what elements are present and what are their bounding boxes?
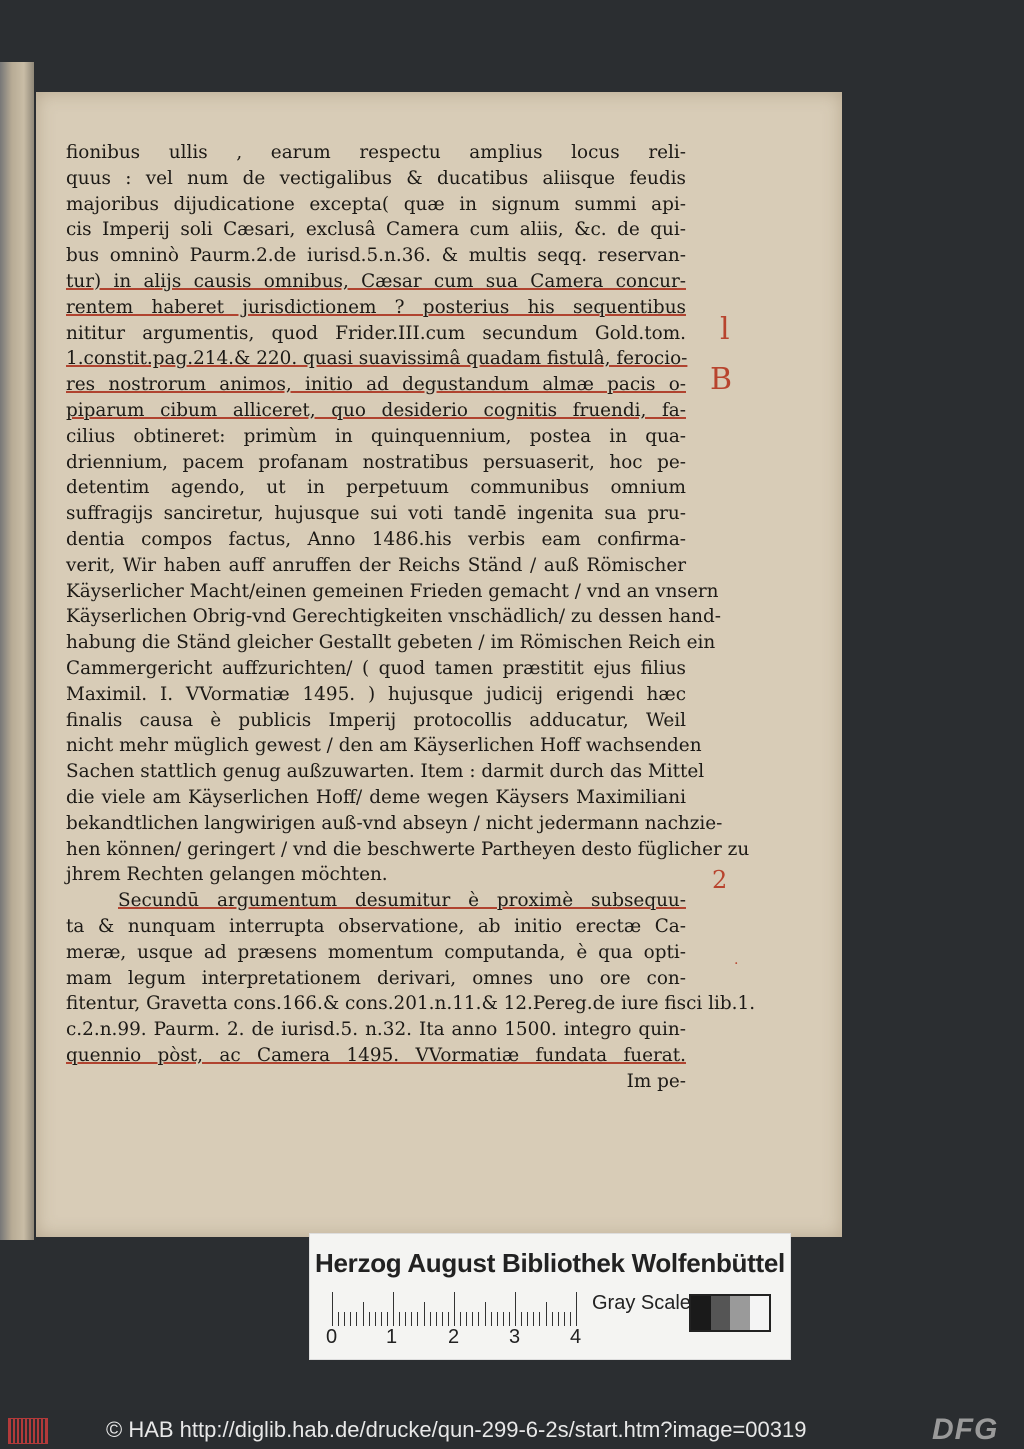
ruler-tick: [399, 1312, 400, 1326]
text-line: bus omninò Paurm.2.de iurisd.5.n.36. & multis seqq. reservan-: [66, 245, 686, 267]
ruler-tick: [478, 1312, 479, 1326]
text-line: bekandtlichen langwirigen auß-vnd abseyn / nicht jedermann nachzie-: [66, 812, 723, 834]
text-line: res nostrorum animos, initio ad degustandum almæ pacis o-: [66, 374, 686, 396]
footer-citation[interactable]: © HAB http://diglib.hab.de/drucke/qun-299-6-2s/start.htm?image=00319: [106, 1417, 807, 1442]
library-name: Herzog August Bibliothek Wolfenbüttel: [315, 1248, 785, 1278]
ruler-number: 2: [448, 1326, 460, 1348]
text-line: c.2.n.99. Paurm. 2. de iurisd.5. n.32. Ita anno 1500. integro quin-: [66, 1019, 686, 1041]
ruler-tick: [375, 1312, 376, 1326]
ruler-tick: [576, 1292, 577, 1326]
ruler-tick: [442, 1312, 443, 1326]
text-line: meræ, usque ad præsens momentum computanda, è qua opti-: [66, 941, 686, 963]
text-line: tur) in alijs causis omnibus, Cæsar cum sua Camera concur-: [66, 270, 686, 292]
ruler-tick: [521, 1312, 522, 1326]
text-line: Cammergericht auffzurichten/ ( quod tamen præstitit ejus filius: [66, 657, 686, 679]
ruler-number: 1: [386, 1326, 398, 1348]
ruler-number: 4: [570, 1326, 582, 1348]
text-line: finalis causa è publicis Imperij protocollis adducatur, Weil: [66, 709, 686, 731]
text-line: detentim agendo, ut in perpetuum communibus omnium: [66, 477, 686, 499]
swatch-black: [691, 1296, 711, 1330]
left-page-edge: [0, 62, 34, 1240]
swatch-white: [750, 1296, 770, 1330]
ruler-tick: [491, 1312, 492, 1326]
ruler-tick: [417, 1312, 418, 1326]
ruler-tick: [546, 1302, 547, 1326]
catchword: Im pe-: [626, 1070, 686, 1092]
ruler-tick: [472, 1312, 473, 1326]
text-line: Käyserlichen Obrig-vnd Gerechtigkeiten vnschädlich/ zu dessen hand-: [66, 606, 721, 628]
text-line: Secundū argumentum desumitur è proximè subsequu-: [118, 890, 686, 912]
ruler-tick: [485, 1302, 486, 1326]
ruler-tick: [338, 1312, 339, 1326]
ruler-tick: [564, 1312, 565, 1326]
ruler-tick: [515, 1292, 516, 1326]
margin-annotation: .: [734, 952, 739, 968]
ruler-tick: [466, 1312, 467, 1326]
ruler-tick: [381, 1312, 382, 1326]
text-line: verit, Wir haben auff anruffen der Reichs Ständ / auß Römischer: [66, 554, 686, 576]
text-line: nicht mehr müglich gewest / den am Käyserlichen Hoff wachsenden: [66, 735, 702, 757]
text-line: driennium, pacem profanam nostratibus persuaserit, hoc pe-: [66, 451, 686, 473]
text-line: dentia compos factus, Anno 1486.his verbis eam confirma-: [66, 528, 686, 550]
dfg-logo: DFG: [932, 1413, 999, 1446]
text-line: suffragijs sanciretur, hujusque sui voti tandē ingenita sua pru-: [66, 503, 686, 525]
ruler-tick: [503, 1312, 504, 1326]
ruler-tick: [363, 1302, 364, 1326]
ruler-tick: [387, 1312, 388, 1326]
ruler-tick: [558, 1312, 559, 1326]
ruler-tick: [497, 1312, 498, 1326]
text-line: jhrem Rechten gelangen möchten.: [66, 864, 388, 886]
ruler-tick: [405, 1312, 406, 1326]
margin-annotation: B: [710, 362, 733, 397]
swatch-light-gray: [730, 1296, 750, 1330]
grayscale-label: Gray Scale: [592, 1292, 691, 1314]
text-line: fionibus ullis , earum respectu amplius locus reli-: [66, 142, 686, 163]
text-line: ta & nunquam interrupta observatione, ab initio erectæ Ca-: [66, 915, 686, 937]
text-line: Sachen stattlich genug außzuwarten. Item : darmit durch das Mittel: [66, 761, 705, 783]
ruler-tick: [411, 1312, 412, 1326]
ruler-scale: [332, 1288, 580, 1326]
page-text: [66, 140, 756, 1094]
text-line: quus : vel num de vectigalibus & ducatibus aliisque feudis: [66, 167, 686, 189]
barcode-icon: [8, 1418, 48, 1444]
text-line: nititur argumentis, quod Frider.III.cum secundum Gold.tom.: [66, 322, 686, 344]
text-line: die viele am Käyserlichen Hoff/ deme wegen Käysers Maximiliani: [66, 786, 686, 808]
ruler-tick: [527, 1312, 528, 1326]
ruler-tick: [539, 1312, 540, 1326]
ruler-tick: [454, 1292, 455, 1326]
ruler-tick: [552, 1312, 553, 1326]
margin-annotation: 2: [712, 866, 728, 894]
text-line: mam legum interpretationem derivari, omnes uno ore con-: [66, 967, 686, 989]
ruler-tick: [430, 1312, 431, 1326]
ruler-tick: [460, 1312, 461, 1326]
text-line: quennio pòst, ac Camera 1495. VVormatiæ fundata fuerat.: [66, 1044, 686, 1066]
text-line: habung die Ständ gleicher Gestallt gebeten / im Römischen Reich ein: [66, 632, 716, 654]
margin-annotation: l: [720, 312, 730, 347]
grayscale-swatch: [689, 1294, 771, 1332]
text-line: 1.constit.pag.214.& 220. quasi suavissimâ quadam fistulâ, ferocio-: [66, 348, 688, 370]
ruler-tick: [393, 1292, 394, 1326]
text-line: piparum cibum alliceret, quo desiderio cognitis fruendi, fa-: [66, 399, 686, 421]
text-line: cis Imperij soli Cæsari, exclusâ Camera cum aliis, &c. de qui-: [66, 219, 686, 241]
ruler-tick: [509, 1312, 510, 1326]
ruler-tick: [332, 1292, 333, 1326]
text-line: cilius obtineret: primùm in quinquennium, postea in qua-: [66, 425, 686, 447]
footer-bar: [0, 1410, 1024, 1449]
ruler-tick: [350, 1312, 351, 1326]
text-line: majoribus dijudicatione excepta( quæ in signum summi api-: [66, 193, 686, 215]
text-line: fitentur, Gravetta cons.166.& cons.201.n.11.& 12.Pereg.de iure fisci lib.1.: [66, 993, 756, 1015]
ruler-number: 0: [326, 1326, 338, 1348]
ruler-tick: [344, 1312, 345, 1326]
text-line: rentem haberet jurisdictionem ? posterius his sequentibus: [66, 296, 686, 318]
ruler-number: 3: [509, 1326, 521, 1348]
ruler-tick: [424, 1302, 425, 1326]
ruler-tick: [356, 1312, 357, 1326]
ruler-tick: [369, 1312, 370, 1326]
color-scale-card: [309, 1233, 791, 1360]
ruler-tick: [533, 1312, 534, 1326]
ruler-tick: [448, 1312, 449, 1326]
text-line: Maximil. I. VVormatiæ 1495. ) hujusque judicij erigendi hæc: [66, 683, 686, 705]
text-line: Käyserlicher Macht/einen gemeinen Frieden gemacht / vnd an vnsern: [66, 580, 719, 602]
text-line: hen können/ geringert / vnd die beschwerte Partheyen desto füglicher zu: [66, 838, 750, 860]
swatch-dark-gray: [711, 1296, 731, 1330]
ruler-tick: [436, 1312, 437, 1326]
ruler-tick: [570, 1312, 571, 1326]
